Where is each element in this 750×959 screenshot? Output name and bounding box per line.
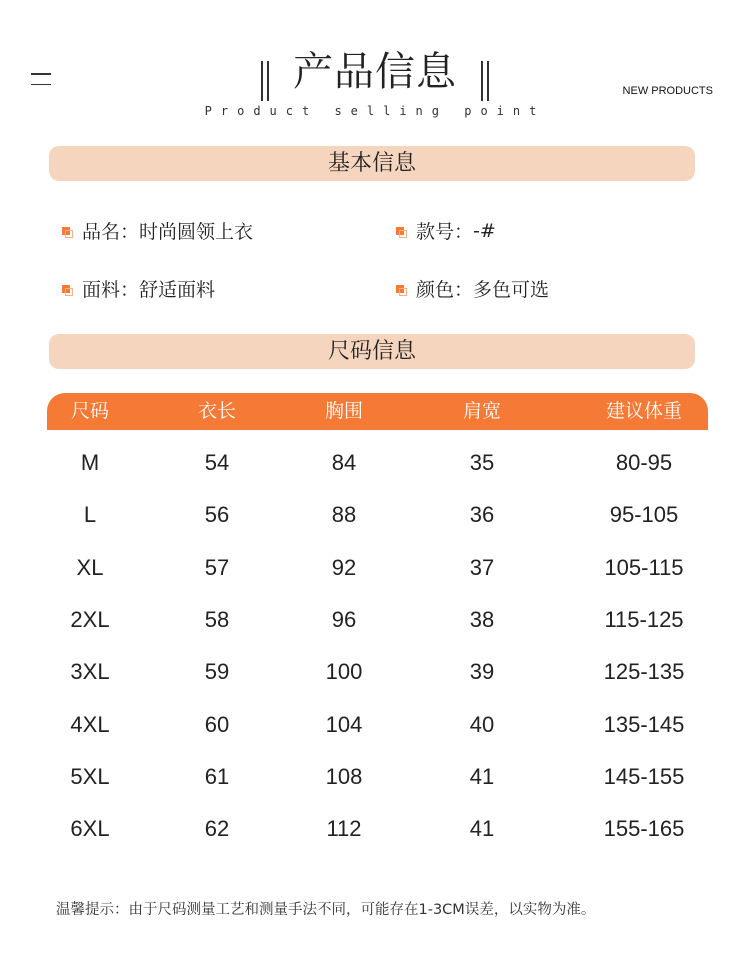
table-row <box>0 699 750 751</box>
info-value: -# <box>473 219 496 242</box>
bullet-icon <box>396 227 404 235</box>
bullet-icon <box>396 285 404 293</box>
cell-chest: 100 <box>325 659 363 685</box>
basic-info-header: 基本信息 <box>49 146 695 181</box>
cell-length: 61 <box>204 763 230 789</box>
cell-size: 3XL <box>70 659 110 685</box>
info-item-style-no: 款号 ： -# <box>396 217 496 244</box>
cell-weight: 125-135 <box>603 659 685 685</box>
table-row <box>0 646 750 698</box>
cell-size: XL <box>76 554 104 580</box>
cell-weight: 155-165 <box>603 816 685 842</box>
info-item-fabric: 面料 ： 舒适面料 <box>62 275 215 302</box>
cell-chest: 92 <box>331 554 357 580</box>
cell-chest: 84 <box>331 450 357 475</box>
cell-size: M <box>80 450 100 475</box>
cell-size: 4XL <box>70 711 110 737</box>
left-divider-bars <box>259 61 271 101</box>
cell-weight: 95-105 <box>609 502 679 528</box>
cell-weight: 145-155 <box>603 763 685 789</box>
tip-text: 温馨提示：由于尺码测量工艺和测量手法不同，可能存在1-3CM误差，以实物为准。 <box>56 902 596 918</box>
table-row <box>0 437 750 489</box>
bullet-icon <box>62 285 70 293</box>
cell-shoulder: 41 <box>469 763 495 789</box>
table-row <box>0 751 750 803</box>
cell-weight: 80-95 <box>615 450 673 475</box>
table-row <box>0 803 750 855</box>
bullet-icon <box>62 227 70 235</box>
info-label: 颜色 <box>416 279 455 301</box>
cell-shoulder: 39 <box>469 659 495 685</box>
cell-chest: 104 <box>325 711 363 737</box>
cell-weight: 105-115 <box>604 554 684 580</box>
column-header-shoulder: 肩宽 <box>462 400 501 422</box>
info-label: 面料 <box>82 279 121 301</box>
cell-shoulder: 37 <box>469 554 495 580</box>
cell-size: L <box>83 502 97 528</box>
page-subtitle: Product selling point <box>204 104 546 118</box>
cell-length: 62 <box>204 816 230 842</box>
info-value: 多色可选 <box>473 279 550 301</box>
cell-shoulder: 38 <box>469 606 495 632</box>
cell-length: 57 <box>204 554 230 580</box>
cell-size: 6XL <box>70 816 110 842</box>
table-row <box>0 594 750 646</box>
cell-shoulder: 36 <box>469 502 495 528</box>
column-header-length: 衣长 <box>197 400 236 422</box>
column-header-size: 尺码 <box>70 400 109 422</box>
cell-shoulder: 40 <box>469 711 495 737</box>
info-item-name: 品名 ： 时尚圆领上衣 <box>62 217 253 244</box>
cell-chest: 88 <box>331 502 357 528</box>
cell-length: 58 <box>204 606 230 632</box>
cell-length: 59 <box>204 659 230 685</box>
cell-shoulder: 41 <box>469 816 495 842</box>
cell-chest: 112 <box>326 816 362 842</box>
cell-size: 2XL <box>70 606 110 632</box>
info-item-color: 颜色 ： 多色可选 <box>396 275 549 302</box>
info-value: 舒适面料 <box>139 279 216 301</box>
column-header-weight: 建议体重 <box>605 400 682 422</box>
info-label: 款号 <box>416 221 455 243</box>
cell-shoulder: 35 <box>469 450 495 475</box>
info-value: 时尚圆领上衣 <box>139 221 254 243</box>
cell-length: 56 <box>204 502 230 528</box>
table-row <box>0 489 750 541</box>
cell-size: 5XL <box>70 763 110 789</box>
cell-chest: 96 <box>331 606 357 632</box>
cell-length: 60 <box>204 711 230 737</box>
info-label: 品名 <box>82 221 121 243</box>
cell-length: 54 <box>204 450 230 475</box>
page-title: 产品信息 <box>293 49 457 95</box>
cell-chest: 108 <box>325 763 363 789</box>
table-row <box>0 542 750 594</box>
cell-weight: 115-125 <box>604 606 684 632</box>
size-info-header: 尺码信息 <box>49 334 695 369</box>
right-divider-bars <box>479 61 491 101</box>
new-products-label: NEW PRODUCTS <box>622 85 713 97</box>
size-table-header <box>47 393 708 430</box>
cell-weight: 135-145 <box>603 711 685 737</box>
column-header-chest: 胸围 <box>324 400 363 422</box>
